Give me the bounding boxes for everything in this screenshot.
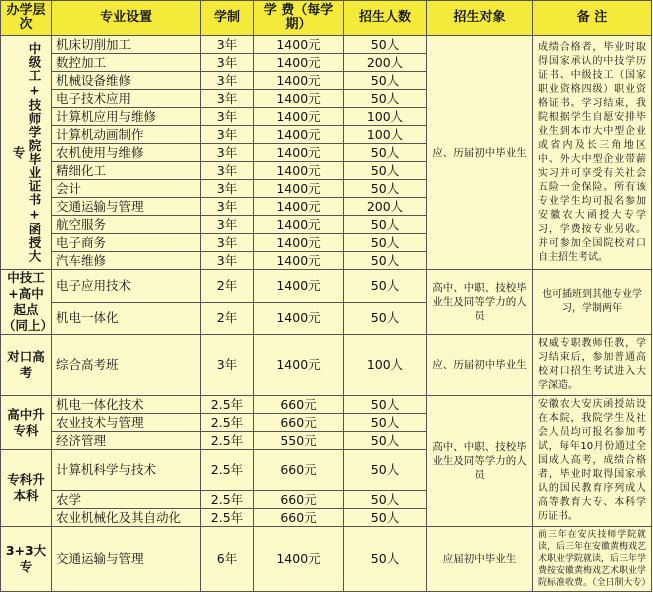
table-row — [1, 527, 652, 592]
enroll-cell: 50人 — [344, 162, 427, 180]
major-cell: 汽车维修 — [52, 252, 201, 270]
major-cell: 数控加工 — [52, 54, 201, 72]
duration-cell: 3年 — [201, 36, 254, 54]
duration-cell: 3年 — [201, 216, 254, 234]
duration-cell: 6年 — [201, 527, 254, 592]
duration-cell: 2.5年 — [201, 396, 254, 414]
header-row — [1, 1, 652, 36]
duration-cell: 3年 — [201, 126, 254, 144]
fee-cell: 1400元 — [254, 144, 344, 162]
duration-cell: 2.5年 — [201, 450, 254, 491]
duration-cell: 3年 — [201, 90, 254, 108]
enroll-cell: 50人 — [344, 180, 427, 198]
enroll-cell: 100人 — [344, 108, 427, 126]
fee-cell: 1400元 — [254, 72, 344, 90]
fee-cell: 1400元 — [254, 270, 344, 303]
enroll-cell: 50人 — [344, 36, 427, 54]
enroll-cell: 100人 — [344, 126, 427, 144]
major-cell: 交通运输与管理 — [52, 198, 201, 216]
duration-cell: 3年 — [201, 72, 254, 90]
category-cell: 中技工+高中起点（同上） — [1, 270, 52, 335]
category-cell: 3+3大专 — [1, 527, 52, 592]
category-cell: 对口高考 — [1, 335, 52, 396]
target-cell: 应、历届初中毕业生 — [427, 335, 533, 396]
major-cell: 会计 — [52, 180, 201, 198]
enroll-cell: 50人 — [344, 491, 427, 509]
duration-cell: 2.5年 — [201, 414, 254, 432]
header-target: 招生对象 — [427, 1, 533, 36]
duration-cell: 3年 — [201, 252, 254, 270]
enroll-cell: 50人 — [344, 450, 427, 491]
category-cell: 高中升专科 — [1, 396, 52, 450]
table-row — [1, 396, 652, 414]
fee-cell: 660元 — [254, 491, 344, 509]
enroll-cell: 50人 — [344, 234, 427, 252]
header-enroll: 招生人数 — [344, 1, 427, 36]
major-cell: 机电一体化 — [52, 302, 201, 335]
table-row — [1, 36, 652, 54]
fee-cell: 1400元 — [254, 302, 344, 335]
fee-cell: 660元 — [254, 509, 344, 527]
enroll-cell: 50人 — [344, 216, 427, 234]
enroll-cell: 200人 — [344, 54, 427, 72]
fee-cell: 550元 — [254, 432, 344, 450]
major-cell: 航空服务 — [52, 216, 201, 234]
fee-cell: 1400元 — [254, 527, 344, 592]
header-note: 备 注 — [533, 1, 652, 36]
enroll-cell: 50人 — [344, 72, 427, 90]
duration-cell: 3年 — [201, 180, 254, 198]
duration-cell: 2.5年 — [201, 491, 254, 509]
fee-cell: 1400元 — [254, 36, 344, 54]
duration-cell: 3年 — [201, 198, 254, 216]
category-cell: 专科升本科 — [1, 450, 52, 527]
enroll-cell: 50人 — [344, 527, 427, 592]
major-cell: 计算机应用与维修 — [52, 108, 201, 126]
header-major: 专业设置 — [52, 1, 201, 36]
fee-cell: 1400元 — [254, 252, 344, 270]
fee-cell: 660元 — [254, 414, 344, 432]
major-cell: 机械设备维修 — [52, 72, 201, 90]
fee-cell: 1400元 — [254, 90, 344, 108]
header-duration: 学制 — [201, 1, 254, 36]
enroll-cell: 50人 — [344, 414, 427, 432]
enroll-cell: 50人 — [344, 396, 427, 414]
header-level: 办学层次 — [1, 1, 52, 36]
enroll-cell: 50人 — [344, 432, 427, 450]
table-row — [1, 335, 652, 396]
fee-cell: 660元 — [254, 396, 344, 414]
major-cell: 机电一体化技术 — [52, 396, 201, 414]
target-cell: 应、历届初中毕业生 — [427, 36, 533, 270]
major-cell: 电子应用技术 — [52, 270, 201, 303]
major-cell: 电子商务 — [52, 234, 201, 252]
duration-cell: 3年 — [201, 162, 254, 180]
duration-cell: 3年 — [201, 335, 254, 396]
duration-cell: 2.5年 — [201, 432, 254, 450]
fee-cell: 1400元 — [254, 234, 344, 252]
header-fee: 学 费（每学期） — [254, 1, 344, 36]
fee-cell: 1400元 — [254, 54, 344, 72]
enroll-cell: 50人 — [344, 252, 427, 270]
fee-cell: 1400元 — [254, 126, 344, 144]
duration-cell: 2年 — [201, 270, 254, 303]
fee-cell: 1400元 — [254, 335, 344, 396]
major-cell: 农业机械化及其自动化 — [52, 509, 201, 527]
major-cell: 交通运输与管理 — [52, 527, 201, 592]
major-cell: 计算机科学与技术 — [52, 450, 201, 491]
duration-cell: 3年 — [201, 54, 254, 72]
duration-cell: 3年 — [201, 234, 254, 252]
enroll-cell: 50人 — [344, 144, 427, 162]
fee-cell: 1400元 — [254, 198, 344, 216]
major-cell: 综合高考班 — [52, 335, 201, 396]
major-cell: 计算机动画制作 — [52, 126, 201, 144]
duration-cell: 3年 — [201, 108, 254, 126]
fee-cell: 1400元 — [254, 216, 344, 234]
enroll-cell: 50人 — [344, 302, 427, 335]
table-row — [1, 270, 652, 303]
note-cell: 也可插班到其他专业学习，学制两年 — [533, 270, 652, 335]
note-cell: 权威专职教师任教，学习结束后，参加普通高校对口招生考试进入大学深造。 — [533, 335, 652, 396]
target-cell: 应届初中毕业生 — [427, 527, 533, 592]
note-cell: 成绩合格者，毕业时取得国家承认的中技学历证书、中级技工（国家职业资格四级）职业资格证书。学习结束，我院根据学生自愿安排毕业生到本市大中型企业或省内及长三角地区中、外大中型企业带薪实习并可享受有关社会五险一金保险。所有该专业学生均可报名参加安徽农大函授大专学习，学费按专业另收。并可参加全国院校对口自主招生考试。 — [533, 36, 652, 270]
enroll-cell: 100人 — [344, 335, 427, 396]
fee-cell: 1400元 — [254, 108, 344, 126]
duration-cell: 2.5年 — [201, 509, 254, 527]
note-cell: 安徽农大安庆函授站设在本院，我院学生及社会人员均可报名参加考试，每年10月份通过全国成人高考，成绩合格者，毕业时取得国家承认的国民教育序列成人高等教育大专、本科学历证书。 — [533, 396, 652, 527]
major-cell: 经济管理 — [52, 432, 201, 450]
major-cell: 电子技术应用 — [52, 90, 201, 108]
category-cell — [1, 36, 52, 270]
duration-cell: 2年 — [201, 302, 254, 335]
fee-cell: 1400元 — [254, 162, 344, 180]
target-cell: 高中、中职、技校毕业生及同等学力的人员 — [427, 270, 533, 335]
duration-cell: 3年 — [201, 144, 254, 162]
enroll-cell: 200人 — [344, 198, 427, 216]
major-cell: 农机使用与维修 — [52, 144, 201, 162]
major-cell: 机床切削加工 — [52, 36, 201, 54]
major-cell: 精细化工 — [52, 162, 201, 180]
enroll-cell: 50人 — [344, 90, 427, 108]
major-cell: 农学 — [52, 491, 201, 509]
target-cell: 高中、中职、技校毕业生及同等学力的人员 — [427, 396, 533, 527]
fee-cell: 660元 — [254, 450, 344, 491]
enroll-cell: 50人 — [344, 270, 427, 303]
major-cell: 农业技术与管理 — [52, 414, 201, 432]
enroll-cell: 50人 — [344, 509, 427, 527]
category-label: 中级工+技师学院毕业证书+函授大专 — [11, 42, 42, 263]
fee-cell: 1400元 — [254, 180, 344, 198]
note-cell: 前三年在安庆技师学院就读，后三年在安徽黄梅戏艺术职业学院就读，后三年学费按安徽黄梅戏艺术职业学院标准收费。（全日制大专） — [533, 527, 652, 592]
